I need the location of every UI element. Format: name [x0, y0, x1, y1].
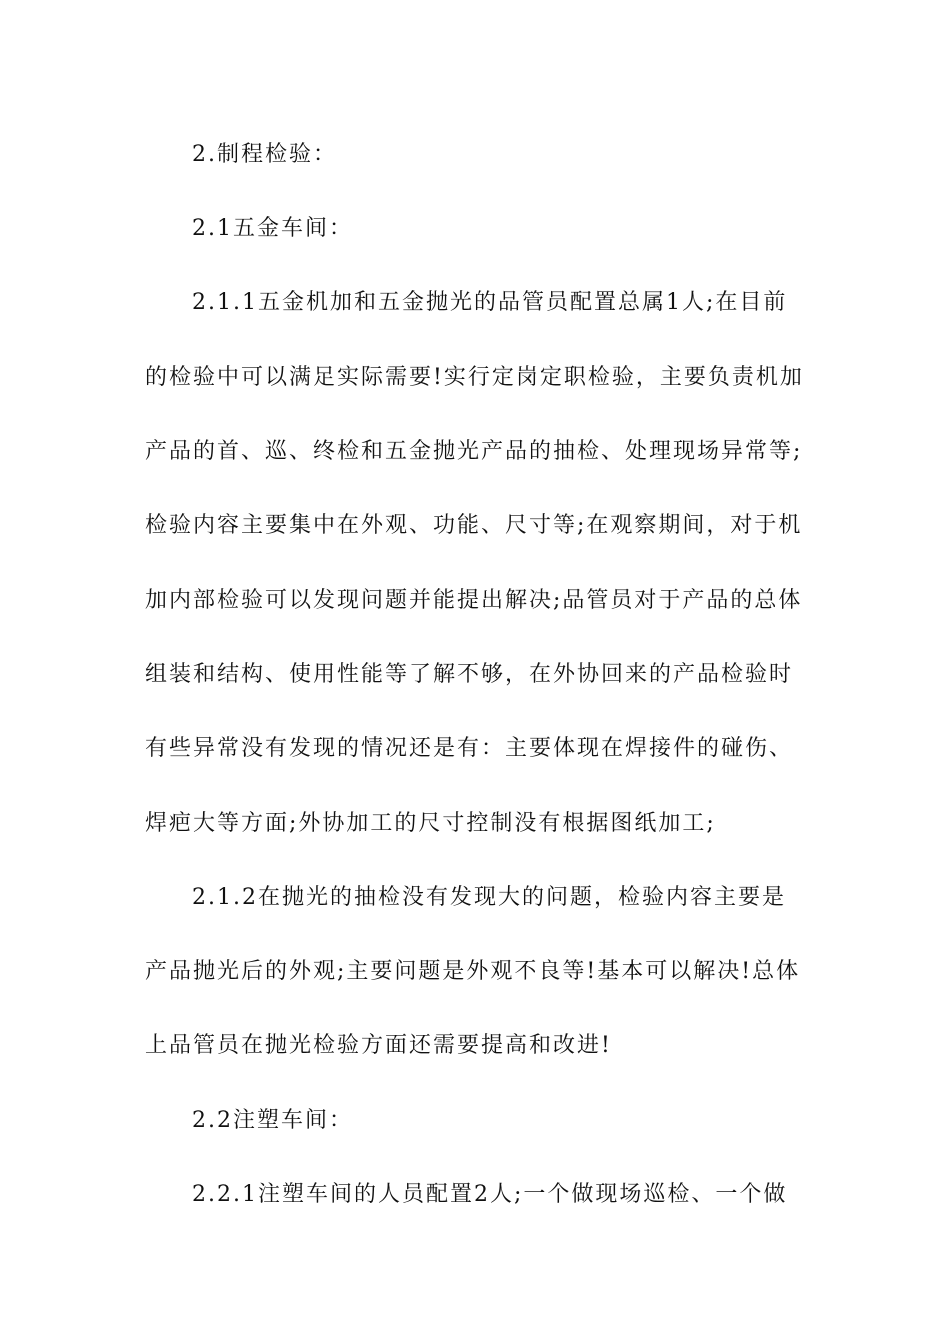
paragraph-line: 产品的首、巡、终检和五金抛光产品的抽检、处理现场异常等; [145, 439, 803, 464]
paragraph-line: 产品抛光后的外观;主要问题是外观不良等!基本可以解决!总体 [145, 959, 801, 984]
paragraph-line: 检验内容主要集中在外观、功能、尺寸等;在观察期间，对于机 [145, 513, 803, 538]
paragraph-line: 有些异常没有发现的情况还是有：主要体现在焊接件的碰伤、 [145, 736, 794, 761]
paragraph-line: 的检验中可以满足实际需要!实行定岗定职检验，主要负责机加 [145, 365, 804, 390]
subsection-heading-hardware-workshop: 2.1五金车间： [192, 216, 353, 241]
paragraph-line: 上品管员在抛光检验方面还需要提高和改进! [145, 1033, 612, 1058]
paragraph-line: 加内部检验可以发现问题并能提出解决;品管员对于产品的总体 [145, 588, 803, 613]
section-heading-process-inspection: 2.制程检验： [192, 142, 337, 167]
paragraph-line: 2.1.2在抛光的抽检没有发现大的问题，检验内容主要是 [192, 885, 786, 910]
subsection-heading-injection-workshop: 2.2注塑车间： [192, 1108, 353, 1133]
paragraph-line: 焊疤大等方面;外协加工的尺寸控制没有根据图纸加工; [145, 811, 716, 836]
paragraph-line: 2.1.1五金机加和五金抛光的品管员配置总属1人;在目前 [192, 290, 788, 315]
paragraph-line: 组装和结构、使用性能等了解不够，在外协回来的产品检验时 [145, 662, 794, 687]
paragraph-line: 2.2.1注塑车间的人员配置2人;一个做现场巡检、一个做 [192, 1182, 788, 1207]
